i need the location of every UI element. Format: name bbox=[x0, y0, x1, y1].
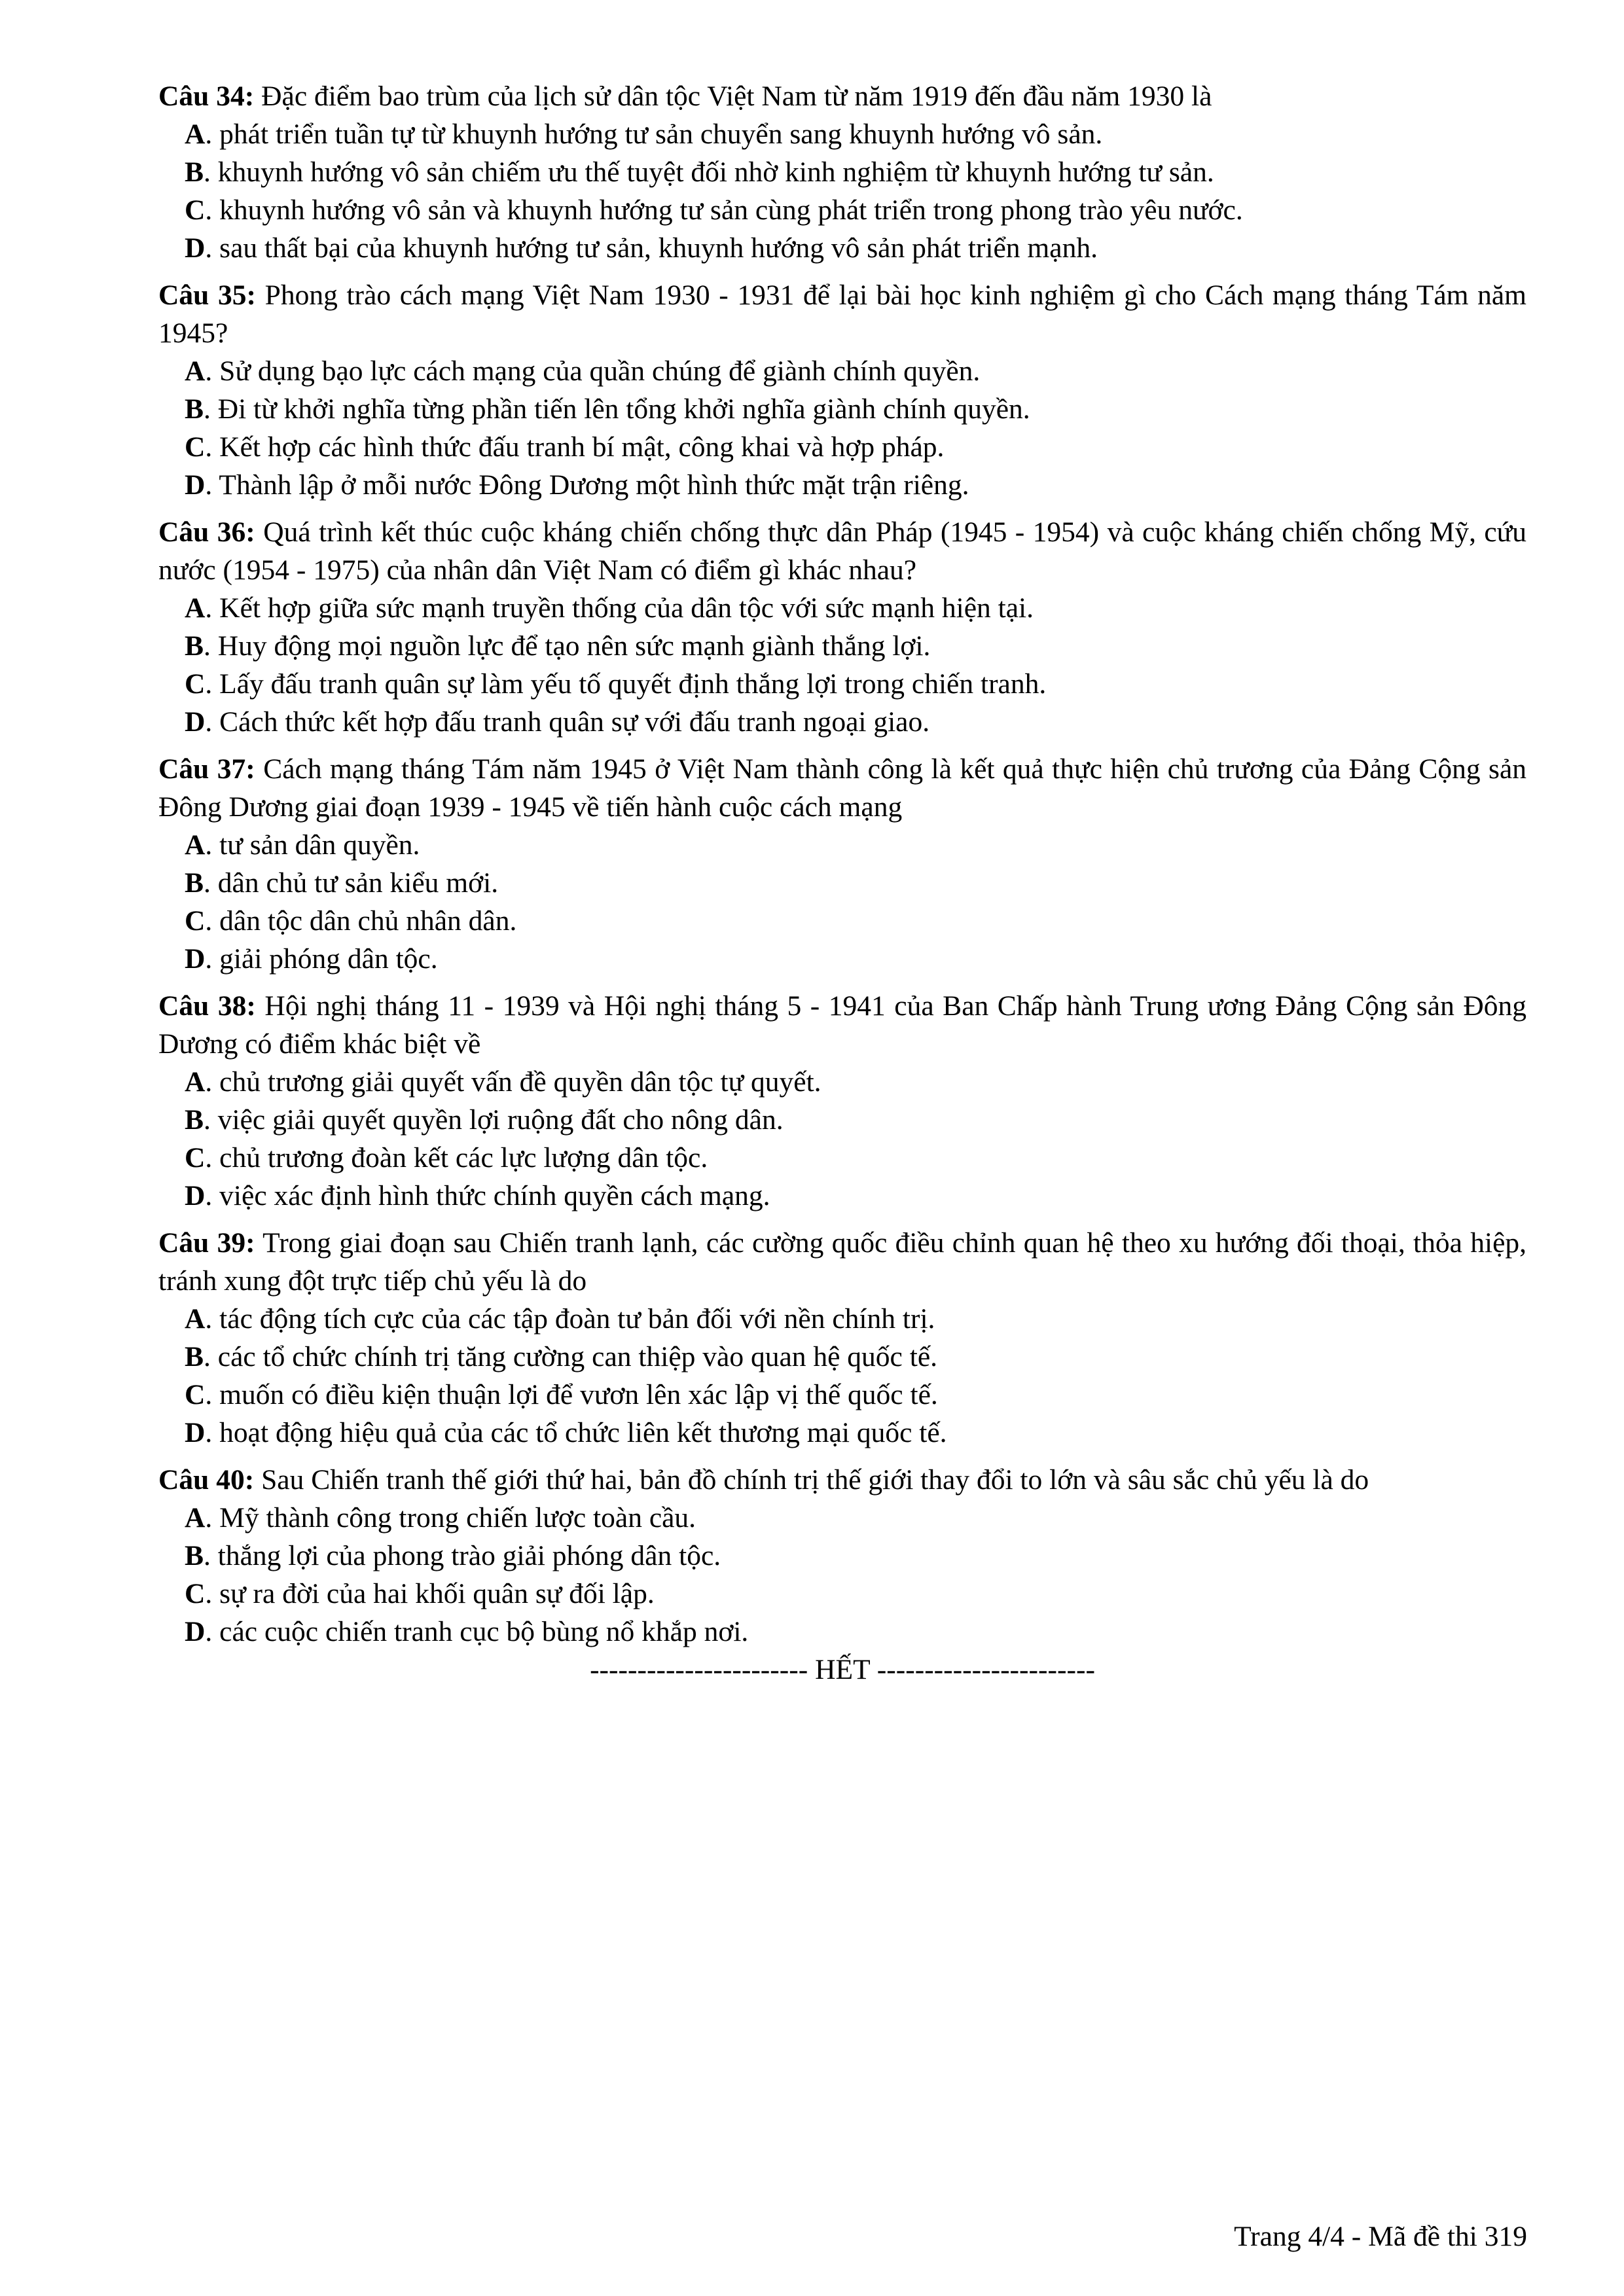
option-text: . việc xác định hình thức chính quyền cách mạng. bbox=[205, 1180, 770, 1211]
question-stem bbox=[158, 1224, 1526, 1300]
option-text: . chủ trương giải quyết vấn đề quyền dân tộc tự quyết. bbox=[205, 1066, 821, 1098]
option-letter: B bbox=[185, 630, 204, 662]
question-label: Câu 34: bbox=[158, 81, 255, 112]
question-label: Câu 35: bbox=[158, 279, 256, 311]
question-text: Phong trào cách mạng Việt Nam 1930 - 1931 để lại bài học kinh nghiệm gì cho Cách mạng tháng Tám năm 1945? bbox=[158, 279, 1527, 349]
option-text: . chủ trương đoàn kết các lực lượng dân tộc. bbox=[205, 1142, 708, 1174]
question-label: Câu 39: bbox=[158, 1227, 255, 1259]
option-letter: A bbox=[185, 592, 206, 624]
question-stem bbox=[158, 276, 1526, 352]
option-text: . tư sản dân quyền. bbox=[205, 829, 420, 861]
option-text: . Mỹ thành công trong chiến lược toàn cầu. bbox=[205, 1502, 696, 1534]
question-block bbox=[158, 750, 1526, 978]
option-text: . muốn có điều kiện thuận lợi để vươn lên xác lập vị thế quốc tế. bbox=[205, 1379, 938, 1410]
option-text: . Kết hợp giữa sức mạnh truyền thống của dân tộc với sức mạnh hiện tại. bbox=[205, 592, 1034, 624]
option-text: . việc giải quyết quyền lợi ruộng đất cho nông dân. bbox=[204, 1104, 784, 1136]
answer-option bbox=[158, 1300, 1526, 1338]
answer-option bbox=[158, 466, 1526, 504]
option-text: . phát triển tuần tự từ khuynh hướng tư sản chuyển sang khuynh hướng vô sản. bbox=[205, 118, 1103, 150]
question-stem bbox=[158, 987, 1526, 1063]
answer-option bbox=[158, 115, 1526, 153]
option-letter: D bbox=[185, 1616, 206, 1647]
option-letter: C bbox=[185, 668, 206, 700]
option-text: . dân chủ tư sản kiểu mới. bbox=[204, 867, 499, 899]
option-letter: D bbox=[185, 1180, 206, 1211]
answer-option bbox=[185, 1499, 867, 1537]
option-letter: D bbox=[185, 232, 206, 264]
answer-option bbox=[158, 589, 1526, 627]
answer-option bbox=[158, 191, 1526, 229]
option-letter: C bbox=[185, 1379, 206, 1410]
question-label: Câu 37: bbox=[158, 753, 255, 785]
answer-option bbox=[185, 902, 867, 940]
option-letter: D bbox=[185, 943, 206, 975]
answer-option bbox=[158, 428, 1526, 466]
answer-option bbox=[185, 826, 867, 864]
option-letter: B bbox=[185, 393, 204, 425]
answer-options bbox=[158, 1499, 1526, 1651]
question-text: Sau Chiến tranh thế giới thứ hai, bản đồ chính trị thế giới thay đổi to lớn và sâu sắc chủ yếu là do bbox=[261, 1464, 1369, 1496]
question-block bbox=[158, 77, 1526, 267]
answer-options bbox=[158, 115, 1526, 267]
option-text: . Huy động mọi nguồn lực để tạo nên sức mạnh giành thắng lợi. bbox=[204, 630, 931, 662]
option-letter: A bbox=[185, 829, 206, 861]
option-text: . khuynh hướng vô sản chiếm ưu thế tuyệt đối nhờ kinh nghiệm từ khuynh hướng tư sản. bbox=[204, 156, 1214, 188]
question-label: Câu 40: bbox=[158, 1464, 255, 1496]
answer-option bbox=[158, 1177, 1526, 1215]
option-letter: D bbox=[185, 1417, 206, 1448]
option-text: . các tổ chức chính trị tăng cường can thiệp vào quan hệ quốc tế. bbox=[204, 1341, 938, 1372]
question-text: Hội nghị tháng 11 - 1939 và Hội nghị tháng 5 - 1941 của Ban Chấp hành Trung ương Đảng Cộng sản Đông Dương có điểm khác biệt về bbox=[158, 990, 1527, 1060]
answer-options bbox=[158, 826, 1526, 978]
option-text: . Đi từ khởi nghĩa từng phần tiến lên tổng khởi nghĩa giành chính quyền. bbox=[204, 393, 1030, 425]
answer-options bbox=[158, 352, 1526, 504]
option-letter: B bbox=[185, 867, 204, 899]
option-letter: B bbox=[185, 1540, 204, 1571]
option-letter: A bbox=[185, 1303, 206, 1335]
option-letter: B bbox=[185, 1104, 204, 1136]
option-text: . Lấy đấu tranh quân sự làm yếu tố quyết định thắng lợi trong chiến tranh. bbox=[205, 668, 1047, 700]
question-stem bbox=[158, 750, 1526, 826]
option-text: . Sử dụng bạo lực cách mạng của quần chúng để giành chính quyền. bbox=[205, 355, 981, 387]
option-text: . giải phóng dân tộc. bbox=[205, 943, 438, 975]
footer-text: Trang 4/4 - Mã đề thi 319 bbox=[1234, 2221, 1527, 2252]
answer-options bbox=[158, 1300, 1526, 1452]
option-letter: A bbox=[185, 355, 206, 387]
option-letter: C bbox=[185, 905, 206, 937]
end-marker-text: ----------------------- HẾT ----------------------- bbox=[590, 1654, 1095, 1685]
page-footer bbox=[1234, 2217, 1527, 2255]
option-letter: B bbox=[185, 1341, 204, 1372]
question-block bbox=[158, 513, 1526, 741]
answer-option bbox=[158, 1063, 1526, 1101]
answer-option bbox=[158, 703, 1526, 741]
answer-option bbox=[185, 1537, 867, 1575]
option-text: . Cách thức kết hợp đấu tranh quân sự với đấu tranh ngoại giao. bbox=[205, 706, 930, 738]
question-block bbox=[158, 1224, 1526, 1452]
option-text: . thắng lợi của phong trào giải phóng dân tộc. bbox=[204, 1540, 721, 1571]
question-label: Câu 36: bbox=[158, 516, 255, 548]
option-letter: A bbox=[185, 1502, 206, 1534]
question-block bbox=[158, 987, 1526, 1215]
answer-option bbox=[158, 665, 1526, 703]
question-block bbox=[158, 1461, 1526, 1651]
answer-option bbox=[185, 1613, 867, 1651]
option-text: . hoạt động hiệu quả của các tổ chức liên kết thương mại quốc tế. bbox=[205, 1417, 947, 1448]
answer-options bbox=[158, 1063, 1526, 1215]
option-letter: C bbox=[185, 1142, 206, 1174]
option-letter: A bbox=[185, 118, 206, 150]
question-stem bbox=[158, 77, 1526, 115]
option-letter: C bbox=[185, 1578, 206, 1609]
option-text: . tác động tích cực của các tập đoàn tư bản đối với nền chính trị. bbox=[205, 1303, 935, 1335]
answer-option bbox=[158, 229, 1526, 267]
answer-options bbox=[158, 589, 1526, 741]
option-text: . sau thất bại của khuynh hướng tư sản, khuynh hướng vô sản phát triển mạnh. bbox=[205, 232, 1098, 264]
end-marker bbox=[158, 1651, 1526, 1689]
question-text: Trong giai đoạn sau Chiến tranh lạnh, các cường quốc điều chỉnh quan hệ theo xu hướng đối thoại, thỏa hiệp, tránh xung đột trực tiếp chủ yếu là do bbox=[158, 1227, 1526, 1297]
answer-option bbox=[158, 1376, 1526, 1414]
answer-option bbox=[158, 1101, 1526, 1139]
option-letter: C bbox=[185, 431, 206, 463]
question-text: Đặc điểm bao trùm của lịch sử dân tộc Việt Nam từ năm 1919 đến đầu năm 1930 là bbox=[261, 81, 1212, 112]
option-text: . các cuộc chiến tranh cục bộ bùng nổ khắp nơi. bbox=[205, 1616, 749, 1647]
question-text: Cách mạng tháng Tám năm 1945 ở Việt Nam thành công là kết quả thực hiện chủ trương của Đảng Cộng sản Đông Dương giai đoạn 1939 - 1945 về tiến hành cuộc cách mạng bbox=[158, 753, 1526, 823]
question-stem bbox=[158, 513, 1526, 589]
answer-option bbox=[158, 390, 1526, 428]
option-text: . Thành lập ở mỗi nước Đông Dương một hình thức mặt trận riêng. bbox=[205, 469, 969, 501]
option-text: . dân tộc dân chủ nhân dân. bbox=[205, 905, 517, 937]
option-text: . Kết hợp các hình thức đấu tranh bí mật, công khai và hợp pháp. bbox=[205, 431, 945, 463]
answer-option bbox=[158, 1414, 1526, 1452]
exam-page-content bbox=[158, 77, 1526, 1660]
option-letter: D bbox=[185, 706, 206, 738]
answer-option bbox=[158, 1139, 1526, 1177]
answer-option bbox=[158, 153, 1526, 191]
question-stem bbox=[158, 1461, 1526, 1499]
option-letter: C bbox=[185, 194, 206, 226]
answer-option bbox=[185, 1575, 867, 1613]
answer-option bbox=[158, 352, 1526, 390]
question-label: Câu 38: bbox=[158, 990, 256, 1022]
answer-option bbox=[185, 940, 867, 978]
option-letter: A bbox=[185, 1066, 206, 1098]
option-text: . sự ra đời của hai khối quân sự đối lập. bbox=[205, 1578, 655, 1609]
question-text: Quá trình kết thúc cuộc kháng chiến chống thực dân Pháp (1945 - 1954) và cuộc kháng chiến chống Mỹ, cứu nước (1954 - 1975) của nhân dân Việt Nam có điểm gì khác nhau? bbox=[158, 516, 1527, 586]
answer-option bbox=[158, 627, 1526, 665]
option-letter: D bbox=[185, 469, 206, 501]
question-block bbox=[158, 276, 1526, 504]
answer-option bbox=[185, 864, 867, 902]
answer-option bbox=[158, 1338, 1526, 1376]
option-letter: B bbox=[185, 156, 204, 188]
option-text: . khuynh hướng vô sản và khuynh hướng tư sản cùng phát triển trong phong trào yêu nước. bbox=[205, 194, 1243, 226]
